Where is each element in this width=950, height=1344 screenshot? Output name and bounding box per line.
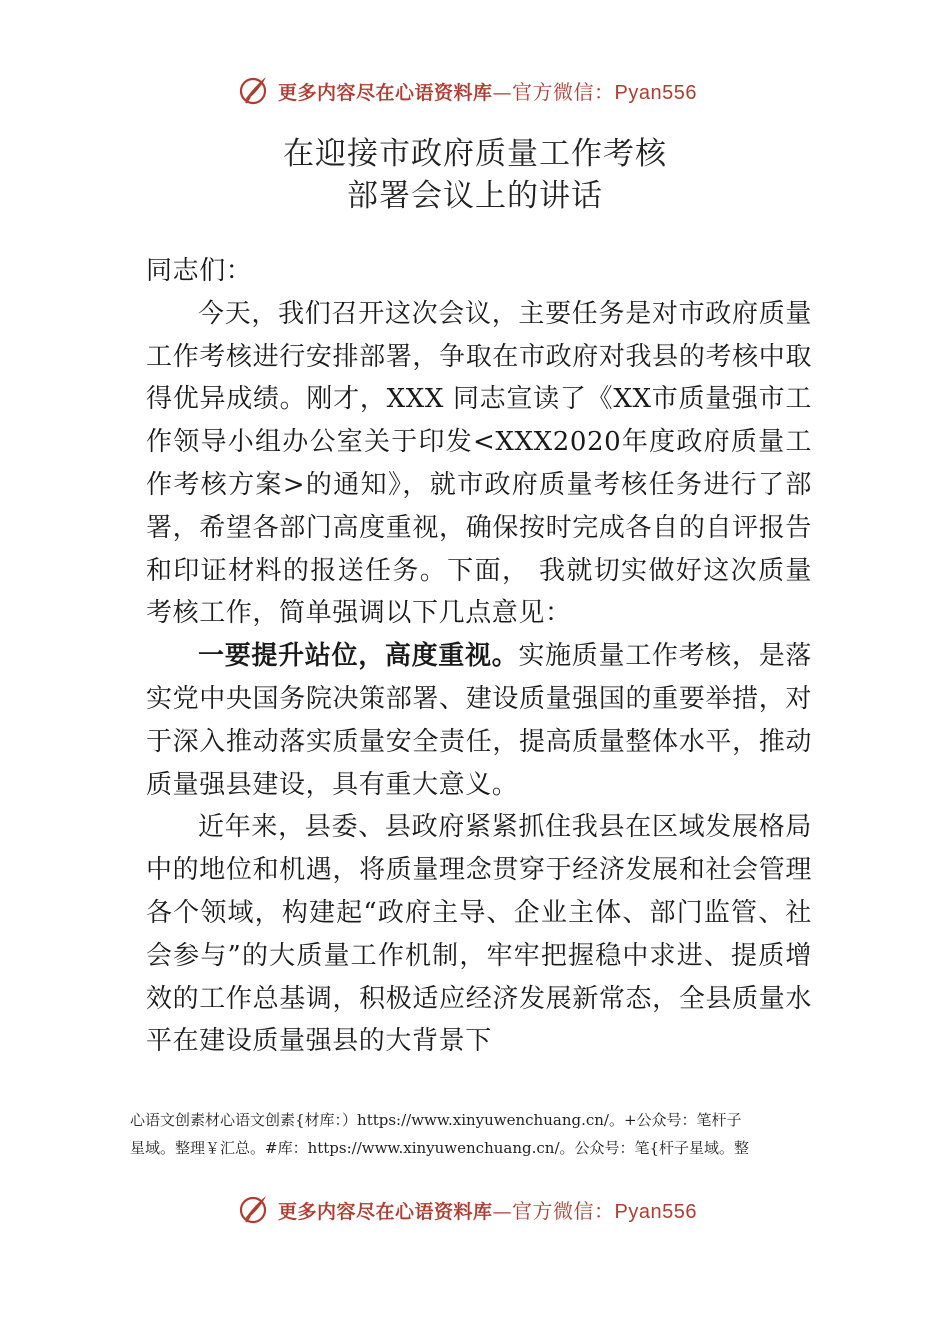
paragraph-2-heading: 一要提升站位，高度重视。 xyxy=(198,641,519,672)
doc-body xyxy=(146,250,812,1063)
paragraph-2-text: 实施质量工作考核，是落实党中央国务院决策部署、建设质量强国的重要举措，对于深入推动落实质量安全责任，提高质量整体水平，推动质量强县建设，具有重大意义。 xyxy=(146,641,813,800)
banner-wechat: 官方微信：Pyan556 xyxy=(512,81,697,104)
paragraph-2 xyxy=(146,635,812,806)
feather-seal-icon xyxy=(236,1192,270,1226)
paragraph-3: 近年来，县委、县政府紧紧抓住我县在区域发展格局中的地位和机遇，将质量理念贯穿于经济发展和社会管理各个领域，构建起“政府主导、企业主体、部门监管、社会参与”的大质量工作机制，牢牢把握稳中求进、提质增效的工作总基调，积极适应经济发展新常态，全县质量水平在建设质量强县的大背景下 xyxy=(146,812,812,1057)
banner-slogan: 更多内容尽在心语资料库 xyxy=(278,1200,493,1223)
banner-text xyxy=(278,76,697,105)
banner-slogan: 更多内容尽在心语资料库 xyxy=(278,81,493,104)
doc-title-line2: 部署会议上的讲话 xyxy=(347,178,603,214)
footnote xyxy=(130,1106,832,1162)
feather-seal-icon xyxy=(236,73,270,107)
banner-wechat: 官方微信：Pyan556 xyxy=(512,1200,697,1223)
footnote-line2: 星域。整理￥汇总。#库：https://www.xinyuwenchuang.cn/。公众号：笔{杆子星域。整 xyxy=(130,1139,750,1157)
paragraph-1: 今天，我们召开这次会议，主要任务是对市政府质量工作考核进行安排部署，争取在市政府对我县的考核中取得优异成绩。刚才，XXX 同志宣读了《XX市质量强市工作领导小组办公室关于印发<XXX2020年度政府质量工作考核方案>的通知》，就市政府质量考核任务进行了部署，希望各部门高度重视，确保按时完成各自的自评报告和印证材料的报送任务。下面， 我就切实做好这次质量考核工作，简单强调以下几点意见： xyxy=(146,298,812,629)
salutation: 同志们： xyxy=(146,256,253,286)
banner-text xyxy=(278,1195,697,1224)
footnote-line1: 心语文创素材心语文创素{材库：）https://www.xinyuwenchuang.cn/。+公众号：笔杆子 xyxy=(130,1111,742,1129)
banner-separator: — xyxy=(492,81,513,104)
header-banner xyxy=(236,70,697,110)
doc-title-line1: 在迎接市政府质量工作考核 xyxy=(283,136,667,172)
footer-banner xyxy=(236,1189,697,1229)
banner-separator: — xyxy=(492,1200,513,1223)
